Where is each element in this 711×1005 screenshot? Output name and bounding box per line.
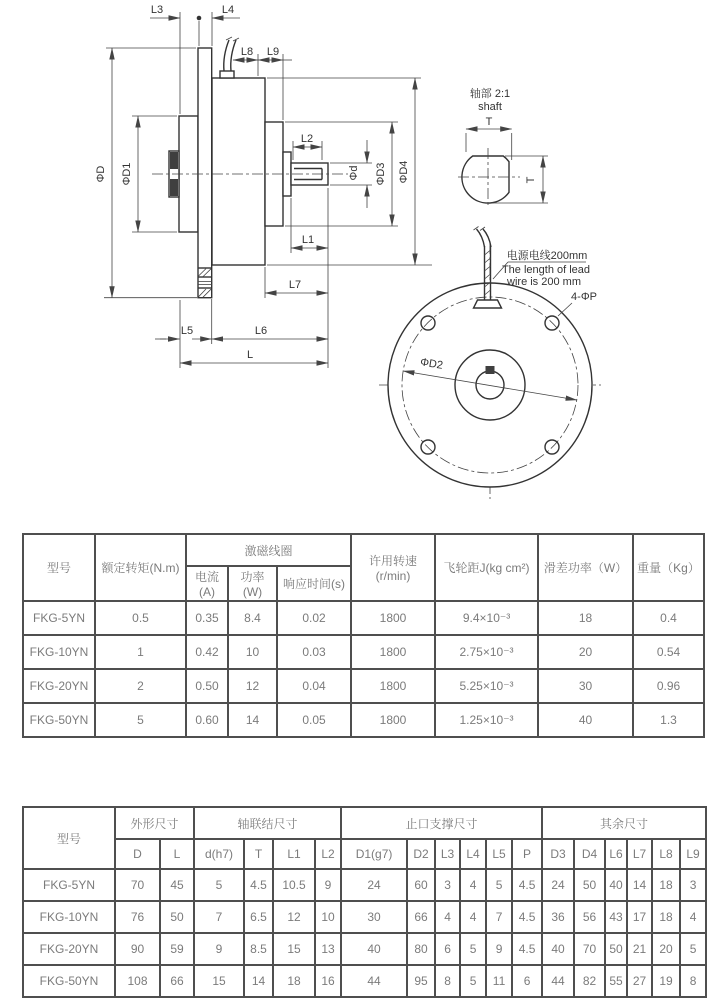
value-cell: 14 [244, 965, 273, 997]
value-cell: 10 [228, 635, 277, 669]
shaft-cross-section [462, 156, 509, 203]
value-cell: 5.25×10⁻³ [435, 669, 538, 703]
value-cell: 14 [228, 703, 277, 737]
model-cell: FKG-10YN [23, 901, 115, 933]
value-cell: 56 [574, 901, 605, 933]
col-header-response-time: 响应时间(s) [277, 566, 351, 601]
value-cell: 4 [460, 869, 486, 901]
model-cell: FKG-50YN [23, 965, 115, 997]
col-header-L8: L8 [652, 839, 680, 869]
lead-wires [220, 37, 239, 78]
dim-label-L8: L8 [240, 46, 254, 58]
value-cell: 40 [341, 933, 407, 965]
value-cell: 44 [542, 965, 574, 997]
value-cell: 8 [680, 965, 706, 997]
value-cell: 8.5 [244, 933, 273, 965]
value-cell: 9 [486, 933, 512, 965]
value-cell: 0.05 [277, 703, 351, 737]
col-header-model: 型号 [23, 807, 115, 869]
dim-label-phiD4: ΦD4 [398, 160, 410, 184]
dim-label-L2: L2 [300, 133, 314, 145]
value-cell: 40 [542, 933, 574, 965]
holes-label: 4-ΦP [571, 291, 597, 303]
value-cell: 4.5 [512, 869, 542, 901]
value-cell: 0.5 [95, 601, 186, 635]
value-cell: 19 [652, 965, 680, 997]
table-row [23, 933, 706, 965]
value-cell: 5 [194, 869, 244, 901]
mounting-flange [198, 48, 212, 298]
value-cell: 4 [435, 901, 460, 933]
shaft-detail-title-en: shaft [478, 101, 502, 113]
value-cell: 11 [486, 965, 512, 997]
value-cell: 5 [460, 965, 486, 997]
value-cell: 0.4 [633, 601, 704, 635]
value-cell: 44 [341, 965, 407, 997]
dim-label-L7: L7 [288, 279, 302, 291]
value-cell: 12 [273, 901, 315, 933]
dimension-table [22, 806, 707, 998]
spec-table [22, 533, 705, 738]
value-cell: 1.25×10⁻³ [435, 703, 538, 737]
value-cell: 4.5 [512, 933, 542, 965]
value-cell: 15 [194, 965, 244, 997]
value-cell: 3 [435, 869, 460, 901]
value-cell: 0.03 [277, 635, 351, 669]
dim-label-T-height: T [525, 176, 537, 184]
value-cell: 50 [160, 901, 194, 933]
value-cell: 0.60 [186, 703, 228, 737]
col-header-L5: L5 [486, 839, 512, 869]
col-header-L1: L1 [273, 839, 315, 869]
side-section-view [95, 4, 432, 368]
table-row [23, 635, 704, 669]
dim-label-L3: L3 [150, 4, 164, 16]
dim-label-L9: L9 [266, 46, 280, 58]
col-header-model: 型号 [23, 534, 95, 601]
value-cell: 0.02 [277, 601, 351, 635]
spec-table-body [23, 601, 704, 737]
col-header-D3: D3 [542, 839, 574, 869]
value-cell: 10 [315, 901, 341, 933]
lead-note-cn: 电源电线200mm [506, 250, 588, 262]
col-header-spigot-support: 止口支撑尺寸 [341, 807, 542, 839]
housing-outline [388, 283, 592, 487]
value-cell: 4.5 [244, 869, 273, 901]
col-header-D2: D2 [407, 839, 435, 869]
value-cell: 76 [115, 901, 160, 933]
value-cell: 0.35 [186, 601, 228, 635]
value-cell: 36 [542, 901, 574, 933]
value-cell: 1.3 [633, 703, 704, 737]
col-header-d-h7: d(h7) [194, 839, 244, 869]
col-header-T: T [244, 839, 273, 869]
value-cell: 9 [315, 869, 341, 901]
dim-label-L6: L6 [254, 325, 268, 337]
col-header-current: 电流(A) [186, 566, 228, 601]
shaft-detail-title-cn: 轴部 2:1 [469, 88, 511, 100]
col-header-L3: L3 [435, 839, 460, 869]
value-cell: 17 [627, 901, 652, 933]
value-cell: 21 [627, 933, 652, 965]
col-header-D1-g7: D1(g7) [341, 839, 407, 869]
value-cell: 8.4 [228, 601, 277, 635]
col-header-P: P [512, 839, 542, 869]
col-header-outline: 外形尺寸 [115, 807, 194, 839]
value-cell: 82 [574, 965, 605, 997]
value-cell: 60 [407, 869, 435, 901]
value-cell: 50 [605, 933, 627, 965]
value-cell: 20 [652, 933, 680, 965]
value-cell: 18 [538, 601, 633, 635]
front-view [379, 227, 601, 500]
value-cell: 5 [680, 933, 706, 965]
table-row [23, 965, 706, 997]
model-cell: FKG-20YN [23, 669, 95, 703]
table-row [23, 869, 706, 901]
value-cell: 0.50 [186, 669, 228, 703]
col-header-L2: L2 [315, 839, 341, 869]
table-row [23, 669, 704, 703]
dim-label-L: L [246, 349, 254, 361]
value-cell: 27 [627, 965, 652, 997]
value-cell: 90 [115, 933, 160, 965]
value-cell: 40 [605, 869, 627, 901]
col-header-L6: L6 [605, 839, 627, 869]
keyway [486, 366, 495, 374]
stator-body [212, 78, 265, 265]
col-header-shaft-coupling: 轴联结尺寸 [194, 807, 341, 839]
value-cell: 1800 [351, 601, 435, 635]
value-cell: 55 [605, 965, 627, 997]
value-cell: 4.5 [512, 901, 542, 933]
table-row [23, 703, 704, 737]
value-cell: 18 [652, 901, 680, 933]
value-cell: 70 [574, 933, 605, 965]
value-cell: 1 [95, 635, 186, 669]
value-cell: 6 [512, 965, 542, 997]
col-header-other: 其余尺寸 [542, 807, 706, 839]
dim-label-phiD: ΦD [95, 165, 107, 183]
value-cell: 5 [95, 703, 186, 737]
value-cell: 2 [95, 669, 186, 703]
col-header-excitation-coil: 激磁线圈 [186, 534, 351, 566]
value-cell: 108 [115, 965, 160, 997]
value-cell: 50 [574, 869, 605, 901]
value-cell: 40 [538, 703, 633, 737]
value-cell: 8 [435, 965, 460, 997]
lead-note-en1: The length of lead [501, 264, 591, 276]
table-row [23, 601, 704, 635]
lead-note-en2: wire is 200 mm [507, 276, 581, 288]
col-header-allowable-speed: 许用转速(r/min) [351, 534, 435, 601]
value-cell: 14 [627, 869, 652, 901]
value-cell: 13 [315, 933, 341, 965]
model-cell: FKG-50YN [23, 703, 95, 737]
col-header-L: L [160, 839, 194, 869]
col-header-L7: L7 [627, 839, 652, 869]
dim-table-body [23, 869, 706, 997]
value-cell: 70 [115, 869, 160, 901]
value-cell: 0.42 [186, 635, 228, 669]
value-cell: 1800 [351, 703, 435, 737]
value-cell: 7 [486, 901, 512, 933]
dim-label-phiD1: ΦD1 [121, 162, 133, 186]
value-cell: 1800 [351, 635, 435, 669]
dim-label-T-width: T [485, 116, 493, 128]
value-cell: 15 [273, 933, 315, 965]
value-cell: 80 [407, 933, 435, 965]
value-cell: 16 [315, 965, 341, 997]
col-header-D: D [115, 839, 160, 869]
dim-label-L1: L1 [301, 234, 315, 246]
value-cell: 4 [680, 901, 706, 933]
value-cell: 18 [652, 869, 680, 901]
model-cell: FKG-5YN [23, 601, 95, 635]
value-cell: 5 [460, 933, 486, 965]
col-header-slip-power: 滑差功率（W） [538, 534, 633, 601]
col-header-weight: 重量（Kg） [633, 534, 704, 601]
value-cell: 18 [273, 965, 315, 997]
col-header-D4: D4 [574, 839, 605, 869]
dim-label-phid: Φd [348, 165, 360, 181]
col-header-power: 功率(W) [228, 566, 277, 601]
dim-label-L4: L4 [221, 4, 235, 16]
value-cell: 95 [407, 965, 435, 997]
value-cell: 24 [542, 869, 574, 901]
value-cell: 1800 [351, 669, 435, 703]
value-cell: 30 [538, 669, 633, 703]
value-cell: 24 [341, 869, 407, 901]
shaft-detail-view [458, 86, 548, 207]
value-cell: 45 [160, 869, 194, 901]
value-cell: 2.75×10⁻³ [435, 635, 538, 669]
col-header-inertia: 飞轮距J(kg cm²) [435, 534, 538, 601]
value-cell: 20 [538, 635, 633, 669]
col-header-L4: L4 [460, 839, 486, 869]
value-cell: 5 [486, 869, 512, 901]
table-row [23, 901, 706, 933]
value-cell: 9.4×10⁻³ [435, 601, 538, 635]
value-cell: 3 [680, 869, 706, 901]
value-cell: 12 [228, 669, 277, 703]
col-header-rated-torque: 额定转矩(N.m) [95, 534, 186, 601]
value-cell: 0.54 [633, 635, 704, 669]
bolt-circle-label: ΦD2 [419, 356, 444, 372]
value-cell: 0.96 [633, 669, 704, 703]
dim-label-phiD3: ΦD3 [375, 162, 387, 186]
model-cell: FKG-20YN [23, 933, 115, 965]
value-cell: 43 [605, 901, 627, 933]
value-cell: 6.5 [244, 901, 273, 933]
value-cell: 66 [407, 901, 435, 933]
value-cell: 6 [435, 933, 460, 965]
value-cell: 30 [341, 901, 407, 933]
value-cell: 4 [460, 901, 486, 933]
model-cell: FKG-5YN [23, 869, 115, 901]
dim-label-L5: L5 [180, 325, 194, 337]
value-cell: 10.5 [273, 869, 315, 901]
model-cell: FKG-10YN [23, 635, 95, 669]
value-cell: 59 [160, 933, 194, 965]
value-cell: 0.04 [277, 669, 351, 703]
value-cell: 7 [194, 901, 244, 933]
col-header-L9: L9 [680, 839, 706, 869]
value-cell: 66 [160, 965, 194, 997]
value-cell: 9 [194, 933, 244, 965]
